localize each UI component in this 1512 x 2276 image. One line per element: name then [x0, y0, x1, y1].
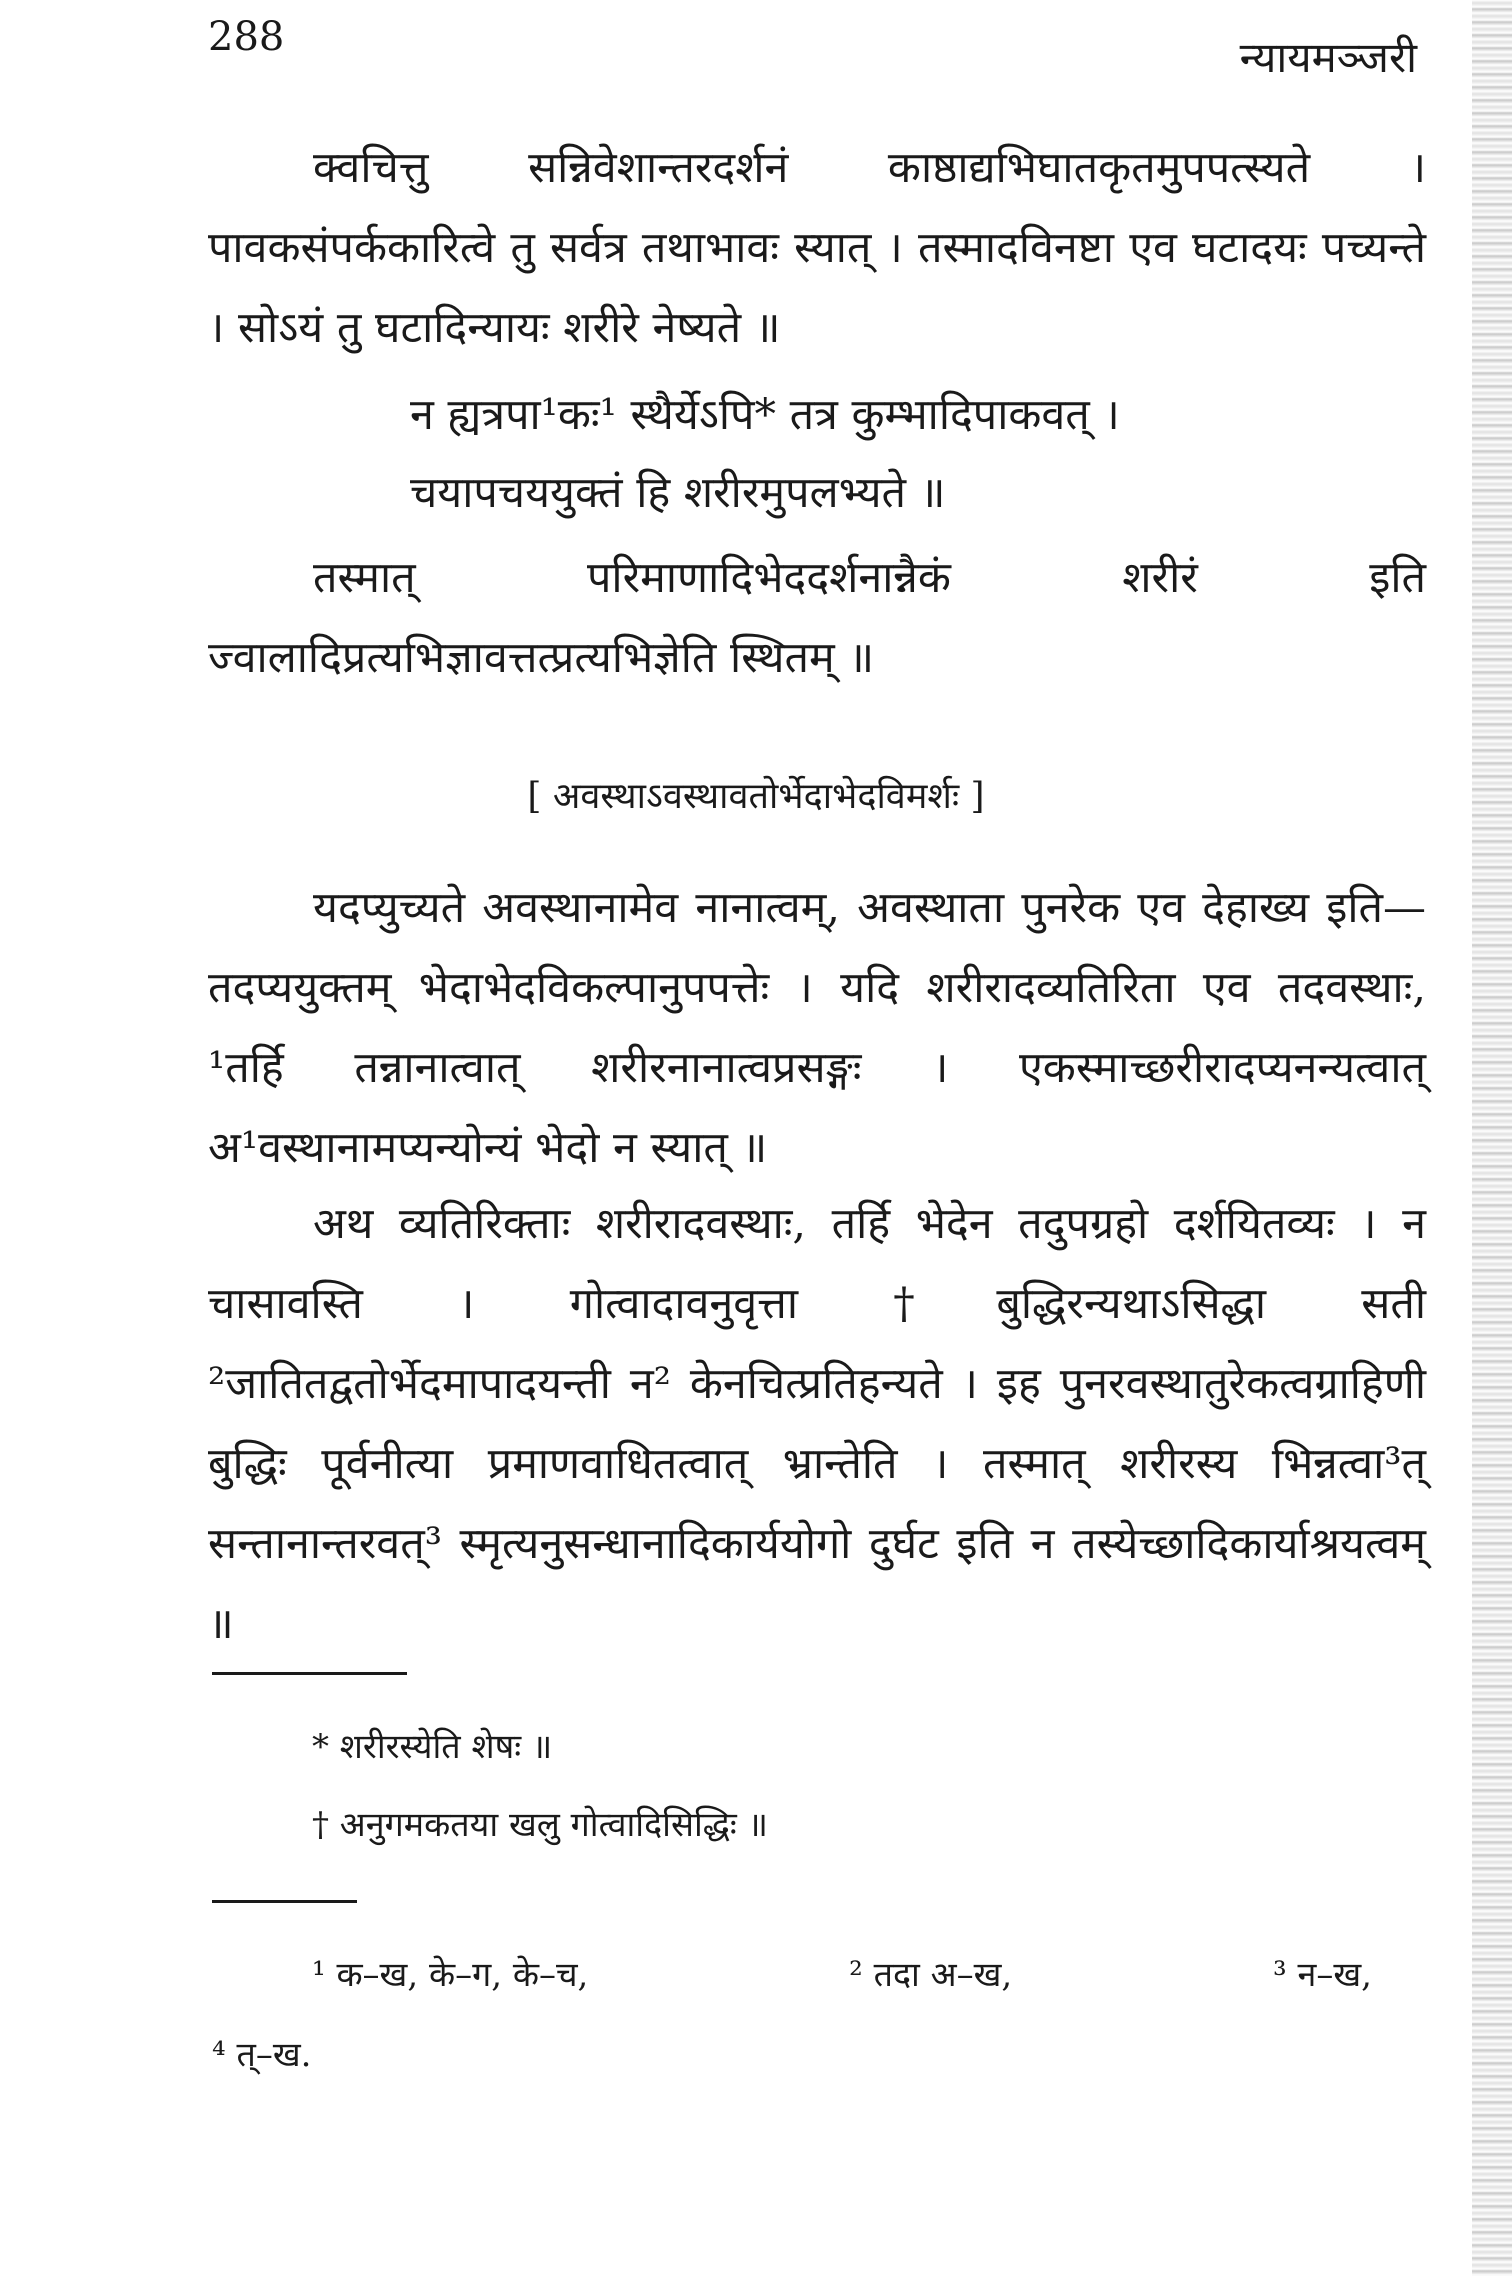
- section-heading: [ अवस्थाऽवस्थावतोर्भेदाभेदविमर्शः ]: [527, 776, 985, 817]
- variant-readings: [312, 1950, 1372, 1996]
- paragraph-4: अथ व्यतिरिक्ताः शरीरादवस्थाः, तर्हि भेदेन तदुपग्रहो दर्शयितव्यः । न चासावस्ति । गोत्वादावनुवृत्ता †बुद्धिरन्यथाऽसिद्धा सती ²जातितद्वतोर्भेदमापादयन्ती न² केनचित्प्रतिहन्यते । इह पुनरवस्थातुरेकत्वग्राहिणी बुद्धिः पूर्वनीत्या प्रमाणवाधितत्वात् भ्रान्तेति । तस्मात् शरीरस्य भिन्नत्वा³त् सन्तानान्तरवत्³ स्मृत्यनुसन्धानादिकार्ययोगो दुर्घट इति न तस्येच्छादिकार्याश्रयत्वम् ॥: [208, 1199, 1426, 1649]
- verse: [410, 376, 1120, 532]
- footnote-dagger: † अनुगमकतया खलु गोत्वादिसिद्धिः ॥: [312, 1805, 768, 1845]
- variant-2: ² तदा अ–ख,: [849, 1955, 1013, 1995]
- verse-line-1: न ह्यत्रपा¹कः¹ स्थैर्येऽपि* तत्र कुम्भादिपाकवत् ।: [410, 390, 1120, 440]
- variant-4: ⁴ त्–ख.: [212, 2035, 312, 2075]
- page-edge-shadow: [1472, 0, 1512, 2276]
- variant-1: ¹ क–ख, के–ग, के–च,: [312, 1955, 589, 1995]
- footnote-star: * शरीरस्येति शेषः ॥: [312, 1727, 553, 1767]
- paragraph-1: क्वचित्तु सन्निवेशान्तरदर्शनं काष्ठाद्यभिघातकृतमुपपत्स्यते । पावकसंपर्ककारित्वे तु सर्वत्र तथाभावः स्यात् । तस्मादविनष्टा एव घटादयः पच्यन्ते । सोऽयं तु घटादिन्यायः शरीरे नेष्यते ॥: [208, 143, 1426, 353]
- variant-3: ³ न–ख,: [1273, 1955, 1372, 1995]
- verse-line-2: चयापचययुक्तं हि शरीरमुपलभ्यते ॥: [410, 468, 946, 518]
- paragraph-2: तस्मात् परिमाणादिभेददर्शनान्नैकं शरीरं इति ज्वालादिप्रत्यभिज्ञावत्तत्प्रत्यभिज्ञेति स्थितम् ॥: [208, 553, 1426, 683]
- page-number: 288: [208, 14, 285, 60]
- paragraph-3: यदप्युच्यते अवस्थानामेव नानात्वम्, अवस्थाता पुनरेक एव देहाख्य इति—तदप्ययुक्तम् भेदाभेदविकल्पानुपपत्तेः । यदि शरीरादव्यतिरिता एव तदवस्थाः, ¹तर्हि तन्नानात्वात् शरीरनानात्वप्रसङ्गः । एकस्माच्छरीरादप्यनन्यत्वात् अ¹वस्थानामप्यन्योन्यं भेदो न स्यात् ॥: [208, 883, 1426, 1173]
- running-head: न्यायमञ्जरी: [1239, 33, 1417, 82]
- variants-rule: [212, 1900, 357, 1903]
- footnote-rule: [212, 1672, 407, 1675]
